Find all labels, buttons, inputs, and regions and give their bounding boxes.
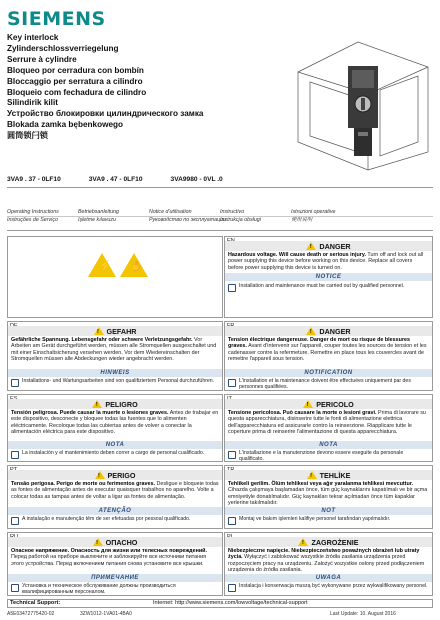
notice-header: NOTIFICATION [225, 369, 432, 377]
warning-icon [95, 471, 105, 479]
notice-header: UWAGA [225, 574, 432, 582]
notice-header: NOTA [8, 441, 222, 449]
notice-header: NOT [225, 507, 432, 515]
warning-icon [307, 471, 317, 479]
doc-type-ru: Руководство по эксплуатации [149, 216, 226, 223]
divider [7, 230, 433, 231]
danger-header: ! PERICOLO [225, 399, 432, 409]
divider [7, 216, 433, 217]
warning-text: Hazardous voltage. Will cause death or serious injury. Turn off and lock out all power supplying this device before working on this device. Replace all covers before power supplying this device is turned on. [228, 252, 424, 271]
section-de [7, 321, 223, 391]
order-number: 3ZW1012-1VA01-4BA0 [80, 611, 132, 617]
key-interlock-illustration [288, 32, 436, 172]
title-de: Zylinderschlossverriegelung [7, 43, 119, 53]
title-fr: Serrure à cylindre [7, 54, 77, 64]
notice-text: Instalacja i konserwacja muszą być wykonywane przez wykwalifikowany personel. [228, 583, 429, 592]
support-url-link[interactable]: Internet: http://www.siemens.com/lowvoltage/technical-support [153, 600, 308, 606]
notice-header: ATENÇÃO [8, 507, 222, 515]
technical-support-bar [7, 599, 433, 608]
siemens-logo: SIEMENS [7, 8, 106, 30]
support-label: Technical Support: [10, 600, 61, 606]
manual-icon [228, 584, 236, 592]
doc-type-tr: İşletme kılavuzu [78, 216, 116, 223]
notice-header: HINWEIS [8, 369, 222, 377]
title-it: Bloccaggio per serratura a cilindro [7, 76, 143, 86]
danger-header: ! GEFAHR [8, 326, 222, 336]
manual-icon [11, 451, 19, 459]
last-update: Last Update: 10. August 2016 [330, 611, 396, 617]
notice-text: L'installazione e la manutenzione devono essere eseguite da personale qualificato. [228, 450, 429, 462]
danger-header: ! TEHLİKE [225, 470, 432, 480]
divider [7, 187, 433, 188]
danger-header: ! PERIGO [8, 470, 222, 480]
notice-text: A instalação e manutenção têm de ser efetuadas por pessoal qualificado. [11, 516, 219, 525]
danger-header: ! ZAGROŻENIE [225, 537, 432, 547]
title-tr: Silindirik kilit [7, 98, 58, 108]
doc-type-pt: Instruções de Serviço [7, 216, 58, 223]
title-pt: Bloqueio com fechadura de cilindro [7, 87, 147, 97]
warning-text: Gefährliche Spannung. Lebensgefahr oder schwere Verletzungsgefahr. Vor Arbeiten am Gerät durchgeführt werden, müssen alle Stromquellen ausgeschaltet und mit einer Einschaltsicherung versehen werden. Vor dem Wiedereinschalten der Stromquellen müssen alle Abdeckungen wieder angebracht werden. [11, 337, 217, 362]
notice-header: NOTA [225, 441, 432, 449]
doc-type-fr: Notice d'utilisation [149, 209, 192, 215]
section-ru [7, 532, 223, 596]
title-ru: Устройство блокировки цилиндрического замка [7, 109, 204, 119]
manual-icon [228, 284, 236, 292]
order-codes [7, 176, 433, 183]
section-fr [224, 321, 433, 391]
warning-icon [92, 400, 102, 408]
title-zh: 圆筒锁闩锁 [7, 131, 48, 141]
section-it [224, 394, 433, 462]
manual-icon [228, 379, 236, 387]
doc-type-pl: Instrukcja obsługi [220, 216, 261, 223]
doc-type-zh: 使用说明 [291, 216, 313, 223]
title-es: Bloqueo por cerradura con bombín [7, 65, 144, 75]
doc-type-es: Instructivo [220, 209, 245, 215]
warning-text: Niebezpieczne napięcie. Niebezpieczeństwo poważnych obrażeń lub utraty życia. Wyłączyć i zablokować wszystkie źródła zasilania urządzenia przed rozpoczęciem pracy na urządzeniu. Założyć wszystkie osłony przed podłączeniem urządzenia do źródła zasilania. [228, 548, 425, 573]
notice-text: L'installation et la maintenance doivent être effectuées uniquement par des personnes qualifiées. [228, 378, 429, 390]
danger-header: ! ОПАСНО [8, 537, 222, 547]
warning-icon [298, 538, 308, 546]
warning-text: Tensión peligrosa. Puede causar la muerte o lesiones graves. Antes de trabajar en este dispositivo, desconecte y bloquee todas las fuentes que lo alimenten eléctricamente. Recoloque todas las cubiertas antes de volver a conectar la alimentación eléctrica para este dispositivo. [11, 410, 219, 435]
section-en [224, 236, 433, 318]
notice-header: NOTICE [225, 273, 432, 281]
notice-header: ПРИМЕЧАНИЕ [8, 574, 222, 582]
section-es [7, 394, 223, 462]
document-id: A5E03472775420-02 [7, 611, 55, 617]
warning-text: Tehlikeli gerilim. Ölüm tehlikesi veya ağır yaralanma tehlikesi mevcuttur. Cihazda çalışmaya başlamadan önce, tüm güç kaynaklarını kapatılmalı ve bir açma emniyetiyle donatılmalıdır. Güç kaynakları tekrar açılmadan önce tüm kapaklar yerlerine takılmalıdır. [228, 481, 428, 506]
doc-type-de: Betriebsanleitung [78, 209, 119, 215]
manual-icon [228, 517, 236, 525]
doc-type-en: Operating Instructions [7, 209, 59, 215]
notice-text: Installations- und Wartungsarbeiten sind von qualifiziertem Personal durchzuführen. [11, 378, 219, 387]
order-code-3: 3VA9980 - 0VL .0 [170, 176, 223, 183]
title-en: Key interlock [7, 33, 59, 42]
warning-icon [303, 400, 313, 408]
warning-icon [306, 327, 316, 335]
warning-text: Tensão perigosa. Perigo de morte ou ferimentos graves. Desligue e bloqueie todas as fontes de alimentação antes de executar quaisquer trabalhos no aparelho. Volte a colocar todas as tampas antes de voltar a ligar as fontes de alimentação. [11, 481, 219, 500]
warning-icon [94, 327, 104, 335]
notice-text: Установка и техническое обслуживание должны производиться квалифицированным персоналом. [11, 583, 219, 595]
doc-type-it: Istruzioni operative [291, 209, 336, 215]
notice-text: Installation and maintenance must be carried out by qualified personnel. [228, 283, 429, 292]
notice-text: Montaj ve bakım işlemleri kalifiye personel tarafından yapılmalıdır. [228, 516, 429, 525]
order-code-2: 3VA9 . 47 - 0LF10 [88, 176, 143, 183]
danger-header: ! PELIGRO [8, 399, 222, 409]
warning-text: Опасное напряжение. Опасность для жизни или телесных повреждений. Перед работой на приборе выключите и заблокируйте все источники питания этого устройства. Перед включением питания снова установите все крышки. [11, 548, 207, 567]
manual-icon [11, 517, 19, 525]
warning-text: Tensione pericolosa. Può causare la morte o lesioni gravi. Prima di lavorare su questa apparecchiatura, disinserire tutte le fonti di alimentazione elettrica dell'apparecchiatura ed assicurarle contro la reinserzione. Riapplicare tutte le coperture prima di reinserire l'alimentazione di questa apparecchiatura. [228, 410, 426, 435]
title-list [7, 33, 287, 142]
title-pl: Blokada zamka bębenkowego [7, 120, 124, 130]
order-code-1: 3VA9 . 37 - 0LF10 [7, 176, 61, 183]
danger-header: ! DANGER [225, 326, 432, 336]
danger-header: ! DANGER [225, 241, 432, 251]
notice-text: La instalación y el mantenimiento deben correr a cargo de personal cualificado. [11, 450, 219, 459]
warning-icon [306, 242, 316, 250]
section-pt [7, 465, 223, 529]
warning-symbols: ⚡ ✋ [7, 236, 223, 318]
section-pl [224, 532, 433, 596]
manual-icon [11, 379, 19, 387]
warning-text: Tension électrique dangereuse. Danger de mort ou risque de blessures graves. Avant d'intervenir sur l'appareil, couper toutes les sources de tension et les cadenasser contre la refermeture. Remettre en place tous les couvercles avant de remettre l'appareil sous tension. [228, 337, 427, 362]
section-tr [224, 465, 433, 529]
warning-icon [93, 538, 103, 546]
manual-icon [228, 451, 236, 459]
manual-icon [11, 584, 19, 592]
